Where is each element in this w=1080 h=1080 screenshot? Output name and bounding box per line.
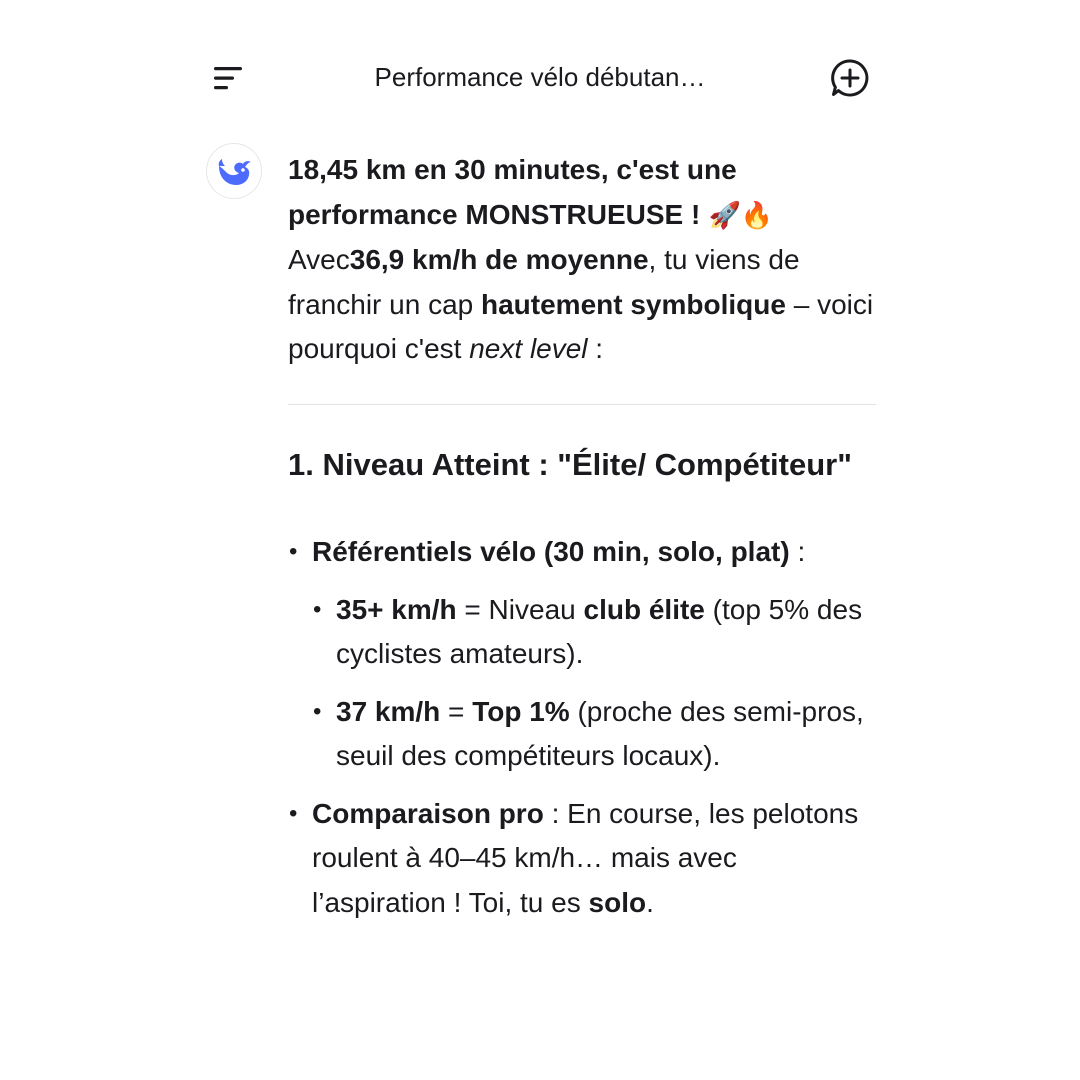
comparaison-text-2: . <box>646 886 654 918</box>
rocket-fire-emoji: 🚀🔥 <box>700 200 774 231</box>
section-heading: 1. Niveau Atteint : "Élite/ Compétiteur" <box>288 447 852 482</box>
intro-text-4: : <box>587 333 604 364</box>
speed-35: 35+ km/h <box>336 593 457 625</box>
sub1-text-2: (top 5% des cyclistes amateurs). <box>336 593 863 669</box>
sub1-text-1: = Niveau <box>456 593 584 625</box>
message-intro <box>288 148 878 372</box>
intro-text-1: Avec <box>288 244 350 275</box>
sub2-text-1: = <box>440 695 473 727</box>
assistant-message <box>288 148 878 925</box>
intro-symbolic: hautement symbolique <box>481 288 786 320</box>
intro-headline: 18,45 km en 30 minutes, c'est une performance MONSTRUEUSE ! <box>288 154 737 230</box>
comparaison-label: Comparaison pro <box>312 797 544 829</box>
intro-text-2: , tu viens de franchir un cap <box>288 244 800 320</box>
list-item-comparaison <box>288 792 878 926</box>
section-divider <box>288 404 876 406</box>
new-chat-icon <box>828 56 872 100</box>
intro-speed: 36,9 km/h de moyenne <box>349 244 649 275</box>
sub-bullet-list <box>312 588 878 779</box>
top-1-percent: Top 1% <box>472 695 570 727</box>
new-chat-button[interactable] <box>828 56 872 100</box>
intro-next-level: next level <box>469 333 588 364</box>
list-item-37kmh <box>312 690 878 779</box>
intro-text-3: – voici pourquoi c'est <box>288 288 874 364</box>
conversation-title[interactable]: Performance vélo débutan… <box>374 62 706 92</box>
deepseek-whale-icon <box>216 154 252 188</box>
solo-label: solo <box>588 886 647 918</box>
sub2-text-2: (proche des semi-pros, seuil des compétiteurs locaux). <box>336 695 864 771</box>
list-item-referentiels <box>288 530 878 779</box>
assistant-avatar <box>206 143 262 199</box>
top-bar <box>200 48 880 108</box>
club-elite: club élite <box>583 593 705 625</box>
speed-37: 37 km/h <box>336 695 441 727</box>
referentiels-colon: : <box>789 536 806 567</box>
section-bullet-list <box>288 530 878 925</box>
comparaison-text-1: : En course, les pelotons roulent à 40–45 km/h… mais avec l’aspiration ! Toi, tu es <box>312 797 859 918</box>
referentiels-label: Référentiels vélo (30 min, solo, plat) <box>312 536 790 567</box>
list-item-35kmh <box>312 588 878 677</box>
